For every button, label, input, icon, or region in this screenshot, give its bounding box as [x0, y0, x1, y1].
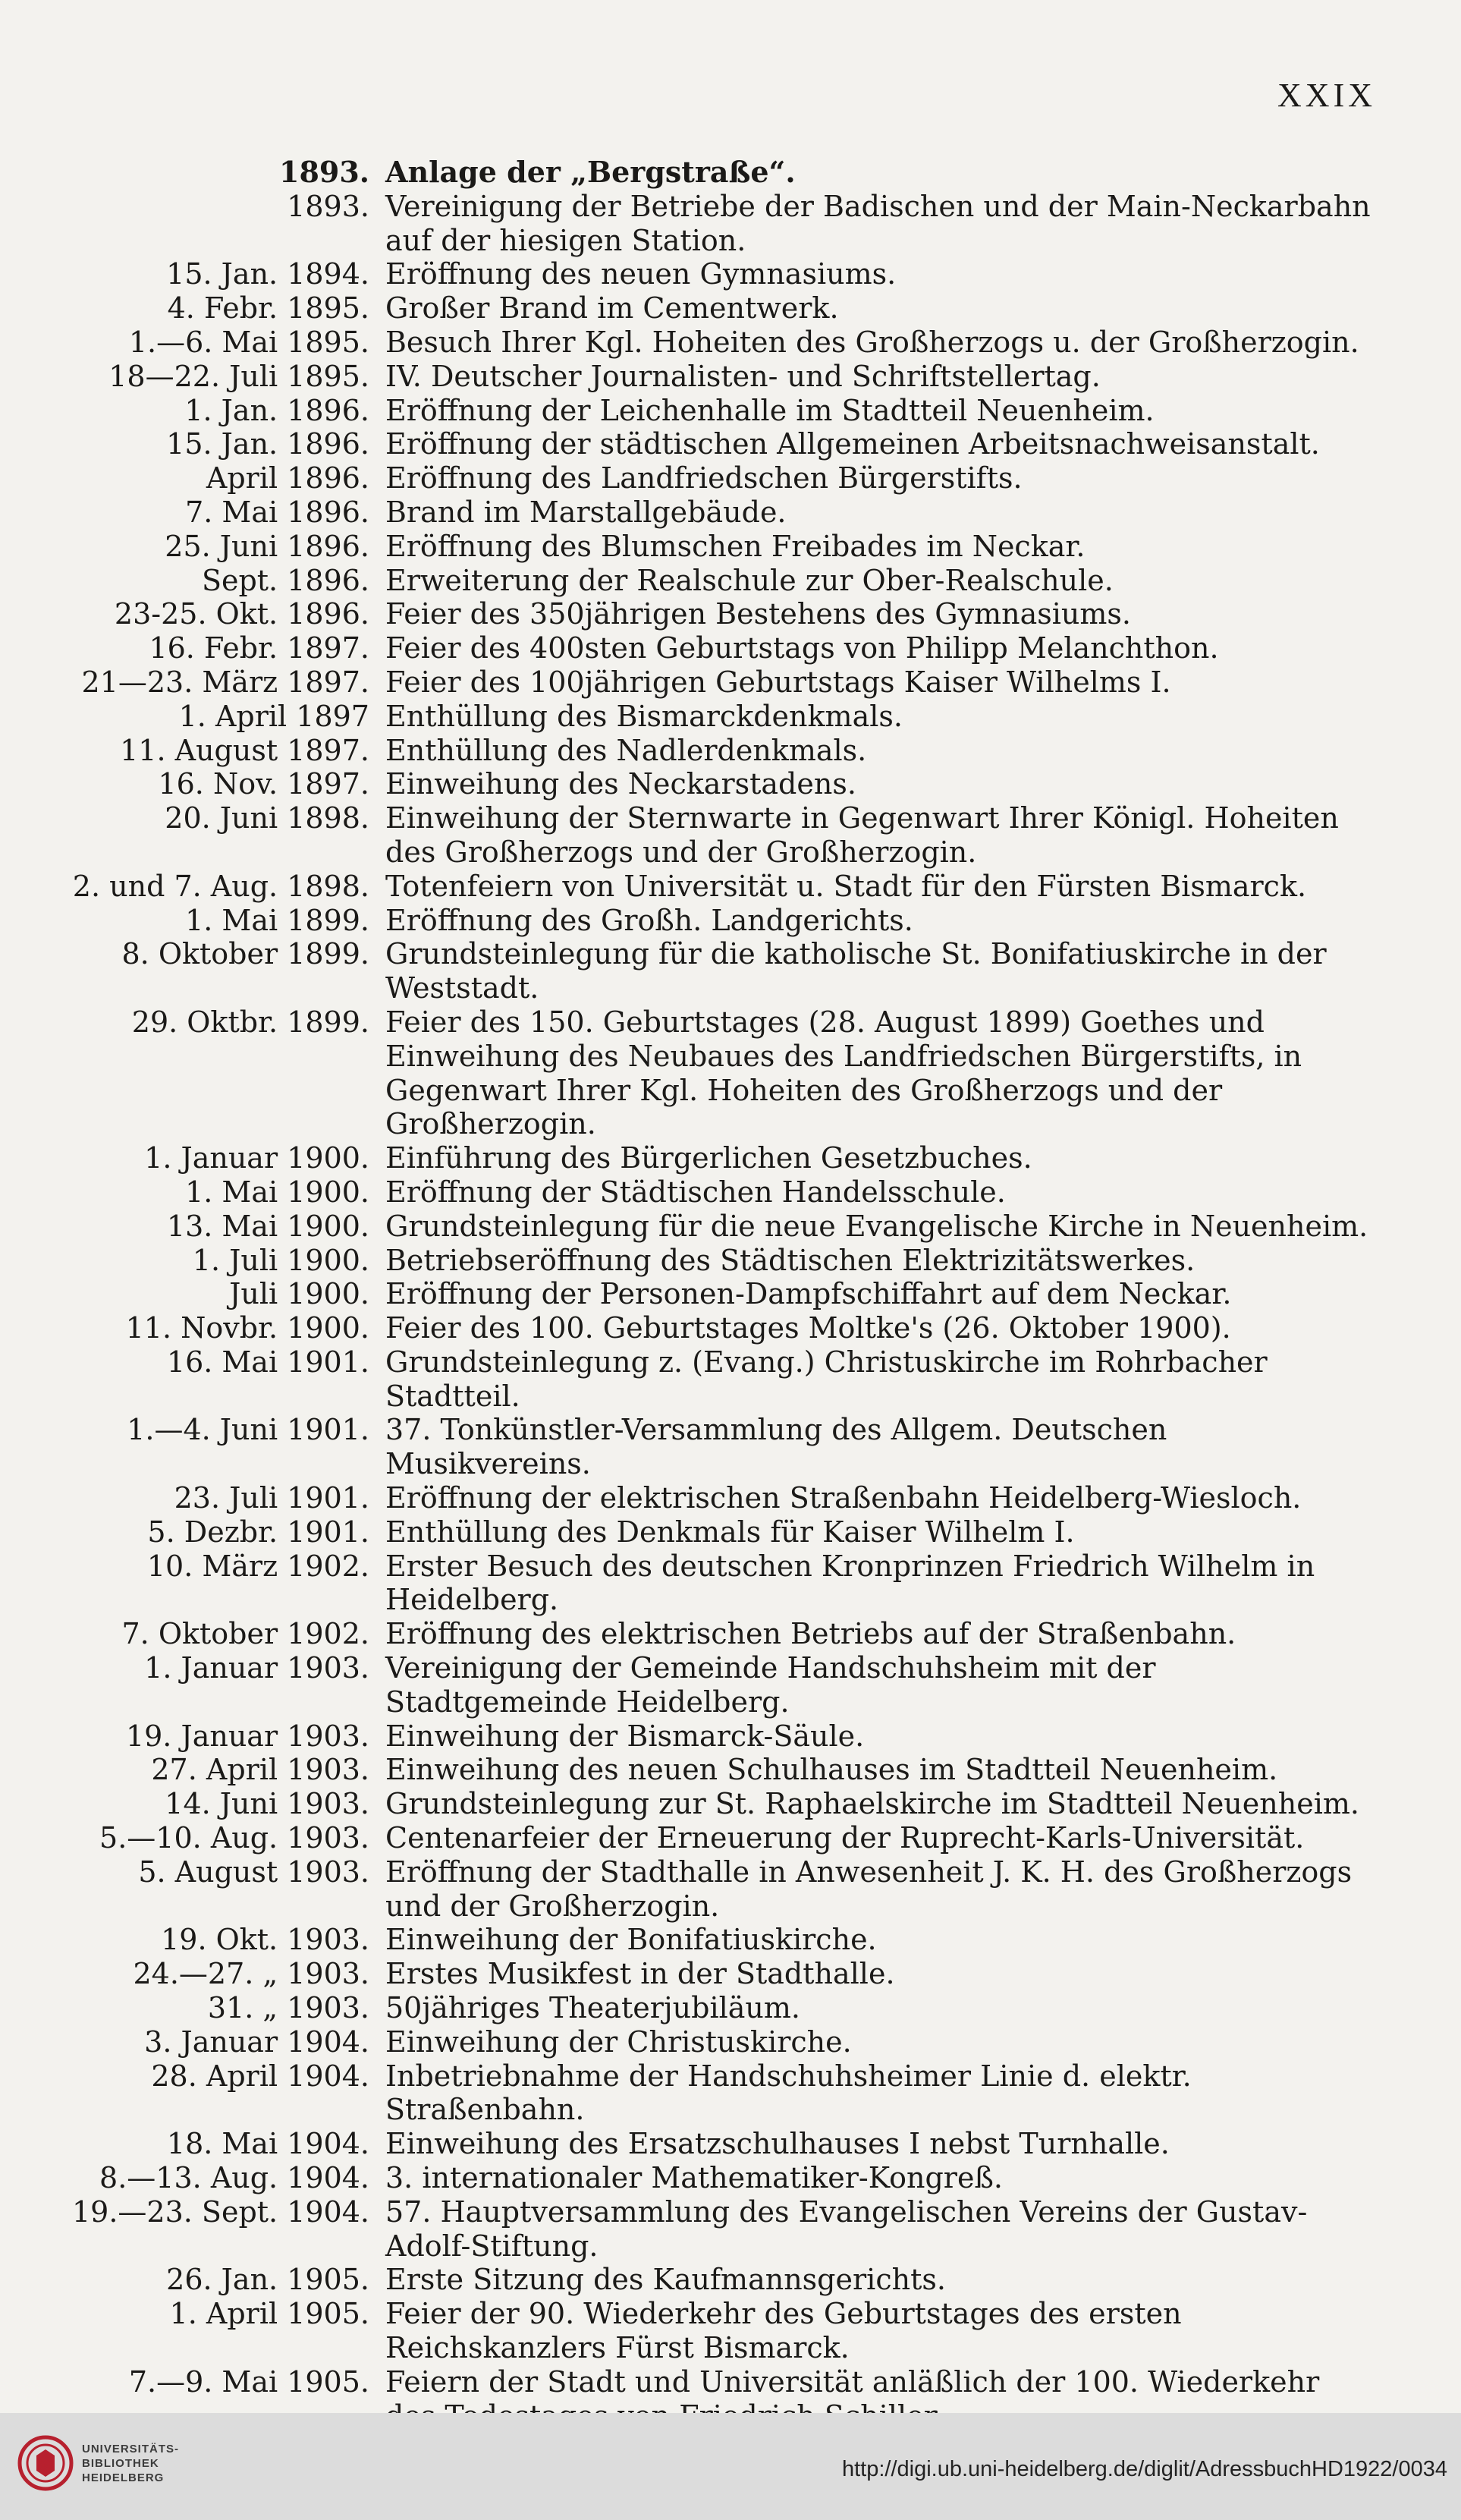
entry-date: 1. April 1897	[178, 699, 369, 733]
chronicle-entry	[0, 1277, 1461, 1311]
entry-text: Betriebseröffnung des Städtischen Elektrizitätswerkes.	[385, 1243, 1196, 1277]
chronicle-entry	[0, 1481, 1461, 1515]
entry-text: Grundsteinlegung zur St. Raphaelskirche im Stadtteil Neuenheim.	[385, 1787, 1359, 1821]
entry-text: Eröffnung der elektrischen Straßenbahn Heidelberg-Wiesloch.	[385, 1481, 1302, 1515]
chronicle-entry	[0, 1821, 1461, 1855]
entry-date: 5. August 1903.	[138, 1855, 369, 1889]
chronicle-entry	[0, 1210, 1461, 1244]
chronicle-entry	[0, 1923, 1461, 1957]
entry-text: Eröffnung des neuen Gymnasiums.	[385, 257, 897, 291]
entry-text: Eröffnung des Blumschen Freibades im Neckar.	[385, 529, 1086, 563]
entry-date: 18. Mai 1904.	[166, 2127, 369, 2161]
entry-text: Centenarfeier der Erneuerung der Ruprecht-Karls-Universität.	[385, 1821, 1305, 1855]
entry-date: 2. und 7. Aug. 1898.	[72, 869, 369, 903]
entry-text: Enthüllung des Denkmals für Kaiser Wilhelm I.	[385, 1515, 1075, 1549]
entry-text: Erster Besuch des deutschen Kronprinzen Friedrich Wilhelm in Heidelberg.	[385, 1549, 1315, 1617]
entry-date: 19. Januar 1903.	[125, 1719, 369, 1753]
entry-text: Einweihung der Sternwarte in Gegenwart Ihrer Königl. Hoheiten des Großherzogs und der Großherzogin.	[385, 801, 1339, 869]
entry-text: 3. internationaler Mathematiker-Kongreß.	[385, 2161, 1003, 2195]
entry-date: 31. „ 1903.	[207, 1991, 369, 2025]
entry-date: 1. Juli 1900.	[192, 1243, 369, 1277]
chronicle-entry	[0, 1719, 1461, 1754]
chronicle-entry	[0, 665, 1461, 700]
chronicle-entry	[0, 1311, 1461, 1345]
chronicle-entry	[0, 530, 1461, 564]
library-logo[interactable]	[15, 2433, 179, 2493]
entry-date: 13. Mai 1900.	[166, 1209, 369, 1243]
chronicle-entry	[0, 564, 1461, 598]
chronicle-entry	[0, 1141, 1461, 1175]
library-name: UNIVERSITÄTS- BIBLIOTHEK HEIDELBERG	[82, 2442, 180, 2484]
entry-text: Großer Brand im Cementwerk.	[385, 291, 839, 326]
chronicle-entry	[0, 360, 1461, 394]
entry-text: Enthüllung des Nadlerdenkmals.	[385, 733, 867, 767]
entry-date: 15. Jan. 1896.	[166, 427, 369, 461]
chronicle-entry	[0, 870, 1461, 904]
entry-date: 10. März 1902.	[146, 1549, 369, 1583]
entry-date: 21—23. März 1897.	[81, 665, 369, 699]
entry-text: Eröffnung der Personen-Dampfschiffahrt auf dem Neckar.	[385, 1277, 1232, 1311]
chronicle-entry	[0, 326, 1461, 360]
entry-text: Feier des 150. Geburtstages (28. August 1899) Goethes und Einweihung des Neubaues des Landfriedschen Bürgerstifts, in Gegenwart Ihrer Kgl. Hoheiten des Großherzogs und der Großherzogin.	[385, 1005, 1302, 1141]
chronicle-entry	[0, 1753, 1461, 1787]
chronicle-entry	[0, 767, 1461, 801]
entry-date: 16. Nov. 1897.	[158, 767, 369, 801]
entry-date: 11. August 1897.	[120, 733, 369, 767]
entry-date: 1. Januar 1903.	[144, 1651, 369, 1685]
entry-date: 5.—10. Aug. 1903.	[99, 1821, 369, 1855]
entry-date: 7. Oktober 1902.	[121, 1617, 369, 1651]
entry-date: 15. Jan. 1894.	[166, 257, 369, 291]
entry-date: April 1896.	[206, 461, 369, 496]
entry-date: 7.—9. Mai 1905.	[128, 2364, 369, 2399]
entry-date: 8.—13. Aug. 1904.	[99, 2161, 369, 2195]
entry-date: 28. April 1904.	[151, 2059, 369, 2093]
entry-date: 3. Januar 1904.	[144, 2024, 369, 2059]
entry-text: Eröffnung des Landfriedschen Bürgerstifts.	[385, 461, 1023, 496]
entry-text: Anlage der „Bergstraße“.	[385, 155, 796, 189]
entry-text: Feiern der Stadt und Universität anläßlich der 100. Wiederkehr	[385, 2364, 1320, 2399]
chronicle-entry	[0, 2127, 1461, 2161]
chronicle-entry	[0, 1244, 1461, 1278]
entry-text: Einweihung des neuen Schulhauses im Stadtteil Neuenheim.	[385, 1753, 1278, 1787]
entry-date: 18—22. Juli 1895.	[108, 359, 369, 393]
entry-text: Eröffnung der Städtischen Handelsschule.	[385, 1175, 1006, 1209]
entry-text: Eröffnung des elektrischen Betriebs auf der Straßenbahn.	[385, 1617, 1236, 1651]
entry-text: IV. Deutscher Journalisten- und Schriftstellertag.	[385, 359, 1101, 393]
entry-date: 29. Oktbr. 1899.	[131, 1005, 369, 1039]
entry-text: Inbetriebnahme der Handschuhsheimer Linie d. elektr. Straßenbahn.	[385, 2059, 1192, 2127]
entry-text: Eröffnung der städtischen Allgemeinen Arbeitsnachweisanstalt.	[385, 427, 1320, 461]
chronicle-entry	[0, 1651, 1461, 1719]
chronicle-entry	[0, 1175, 1461, 1210]
chronicle-entry	[0, 257, 1461, 291]
chronicle-entry	[0, 1957, 1461, 1991]
entry-text: Eröffnung des Großh. Landgerichts.	[385, 903, 913, 937]
entry-text: Feier des 400sten Geburtstags von Philipp Melanchthon.	[385, 631, 1219, 665]
chronicle-entry	[0, 1005, 1461, 1141]
entry-text: Erste Sitzung des Kaufmannsgerichts.	[385, 2263, 946, 2297]
source-url-link[interactable]: http://digi.ub.uni-heidelberg.de/diglit/AdressbuchHD1922/0034	[841, 2457, 1447, 2481]
library-seal-icon	[15, 2433, 76, 2493]
entry-text: Totenfeiern von Universität u. Stadt für den Fürsten Bismarck.	[385, 869, 1307, 903]
chronicle-entry	[0, 1413, 1461, 1481]
entry-text: Grundsteinlegung für die neue Evangelische Kirche in Neuenheim.	[385, 1209, 1368, 1243]
entry-date: 1. April 1905.	[169, 2297, 369, 2331]
entry-date: 1893.	[287, 189, 369, 223]
entry-date: 19.—23. Sept. 1904.	[71, 2194, 369, 2229]
chronicle-entry	[0, 631, 1461, 665]
entry-date: 5. Dezbr. 1901.	[147, 1515, 369, 1549]
entry-date: 16. Mai 1901.	[166, 1345, 369, 1379]
entry-text: Grundsteinlegung z. (Evang.) Christuskirche im Rohrbacher Stadtteil.	[385, 1345, 1268, 1413]
entry-text: Einweihung der Christuskirche.	[385, 2024, 852, 2059]
entry-text: Grundsteinlegung für die katholische St. Bonifatiuskirche in der Weststadt.	[385, 937, 1327, 1005]
page-number: XXIX	[1277, 77, 1376, 114]
entry-text: Einweihung der Bismarck-Säule.	[385, 1719, 865, 1753]
chronicle-entry	[0, 1787, 1461, 1821]
entry-text: Eröffnung der Stadthalle in Anwesenheit J. K. H. des Großherzogs und der Großherzogin.	[385, 1855, 1353, 1923]
entry-text: 50jähriges Theaterjubiläum.	[385, 1991, 800, 2025]
entry-text: Feier des 100jährigen Geburtstags Kaiser Wilhelms I.	[385, 665, 1171, 699]
entry-text: Vereinigung der Gemeinde Handschuhsheim mit der Stadtgemeinde Heidelberg.	[385, 1651, 1156, 1719]
entry-date: 27. April 1903.	[151, 1753, 369, 1787]
chronicle-entry	[0, 937, 1461, 1005]
entry-date: 11. Novbr. 1900.	[125, 1311, 369, 1345]
chronicle-entry	[0, 597, 1461, 631]
entry-date: Sept. 1896.	[201, 563, 369, 597]
chronicle-entry	[0, 1549, 1461, 1618]
entry-date: 1. Mai 1900.	[185, 1175, 369, 1209]
chronicle-entry	[0, 904, 1461, 938]
entry-date: 4. Febr. 1895.	[167, 291, 369, 326]
entry-text: Brand im Marstallgebäude.	[385, 495, 787, 529]
chronicle-entry	[0, 1991, 1461, 2025]
entry-date: 25. Juni 1896.	[165, 529, 369, 563]
chronicle-entry	[0, 2263, 1461, 2297]
chronicle-entry	[0, 291, 1461, 326]
entry-date: 23. Juli 1901.	[174, 1481, 369, 1515]
entry-text: Einweihung der Bonifatiuskirche.	[385, 1923, 877, 1957]
chronicle-entry	[0, 734, 1461, 768]
entry-date: 19. Okt. 1903.	[161, 1923, 369, 1957]
chronicle-entry	[0, 801, 1461, 870]
entry-date: 20. Juni 1898.	[165, 801, 369, 835]
entry-date: 7. Mai 1896.	[185, 495, 369, 529]
entry-text: Einweihung des Neckarstadens.	[385, 767, 856, 801]
entry-text: Erweiterung der Realschule zur Ober-Realschule.	[385, 563, 1114, 597]
entry-text: Feier des 350jährigen Bestehens des Gymnasiums.	[385, 597, 1131, 631]
chronicle-entry	[0, 1617, 1461, 1651]
chronicle-entry	[0, 1855, 1461, 1924]
entry-text: Eröffnung der Leichenhalle im Stadtteil Neuenheim.	[385, 393, 1155, 427]
chronicle-entry	[0, 2059, 1461, 2128]
entry-text: Einführung des Bürgerlichen Gesetzbuches.	[385, 1141, 1032, 1175]
chronicle-entry	[0, 2297, 1461, 2365]
entry-text: Enthüllung des Bismarckdenkmals.	[385, 699, 903, 733]
entry-date: 1. Mai 1899.	[185, 903, 369, 937]
entry-date: 1.—6. Mai 1895.	[128, 325, 369, 359]
entry-text: Einweihung des Ersatzschulhauses I nebst Turnhalle.	[385, 2127, 1170, 2161]
chronicle-entry	[0, 2025, 1461, 2059]
entry-date: 1.—4. Juni 1901.	[127, 1413, 369, 1447]
entry-date: 8. Oktober 1899.	[121, 937, 369, 971]
entry-text: 57. Hauptversammlung des Evangelischen Vereins der Gustav-Adolf-Stiftung.	[385, 2194, 1308, 2263]
entry-text: Feier des 100. Geburtstages Moltke's (26. Oktober 1900).	[385, 1311, 1231, 1345]
chronicle-list	[0, 156, 1461, 2433]
entry-date: 1. Jan. 1896.	[184, 393, 369, 427]
footer-bar	[0, 2413, 1461, 2520]
chronicle-entry	[0, 156, 1461, 190]
entry-date: Juli 1900.	[229, 1277, 369, 1311]
entry-date: 1. Januar 1900.	[144, 1141, 369, 1175]
entry-date: 23-25. Okt. 1896.	[114, 597, 369, 631]
entry-text: 37. Tonkünstler-Versammlung des Allgem. Deutschen Musikvereins.	[385, 1413, 1167, 1481]
entry-text: Erstes Musikfest in der Stadthalle.	[385, 1957, 895, 1991]
entry-date: 16. Febr. 1897.	[149, 631, 369, 665]
chronicle-entry	[0, 1515, 1461, 1549]
chronicle-entry	[0, 2195, 1461, 2264]
chronicle-entry	[0, 461, 1461, 496]
chronicle-entry	[0, 700, 1461, 734]
entry-date: 1893.	[279, 155, 369, 189]
chronicle-entry	[0, 427, 1461, 461]
entry-date: 14. Juni 1903.	[165, 1787, 369, 1821]
entry-text: Vereinigung der Betriebe der Badischen und der Main-Neckarbahn auf der hiesigen Station.	[385, 189, 1371, 257]
chronicle-entry	[0, 190, 1461, 258]
chronicle-entry	[0, 496, 1461, 530]
entry-date: 24.—27. „ 1903.	[133, 1957, 369, 1991]
entry-text: Feier der 90. Wiederkehr des Geburtstages des ersten Reichskanzlers Fürst Bismarck.	[385, 2297, 1182, 2364]
chronicle-entry	[0, 1345, 1461, 1414]
chronicle-entry	[0, 394, 1461, 428]
chronicle-entry	[0, 2161, 1461, 2195]
entry-date: 26. Jan. 1905.	[166, 2263, 369, 2297]
entry-text: Besuch Ihrer Kgl. Hoheiten des Großherzogs u. der Großherzogin.	[385, 325, 1359, 359]
